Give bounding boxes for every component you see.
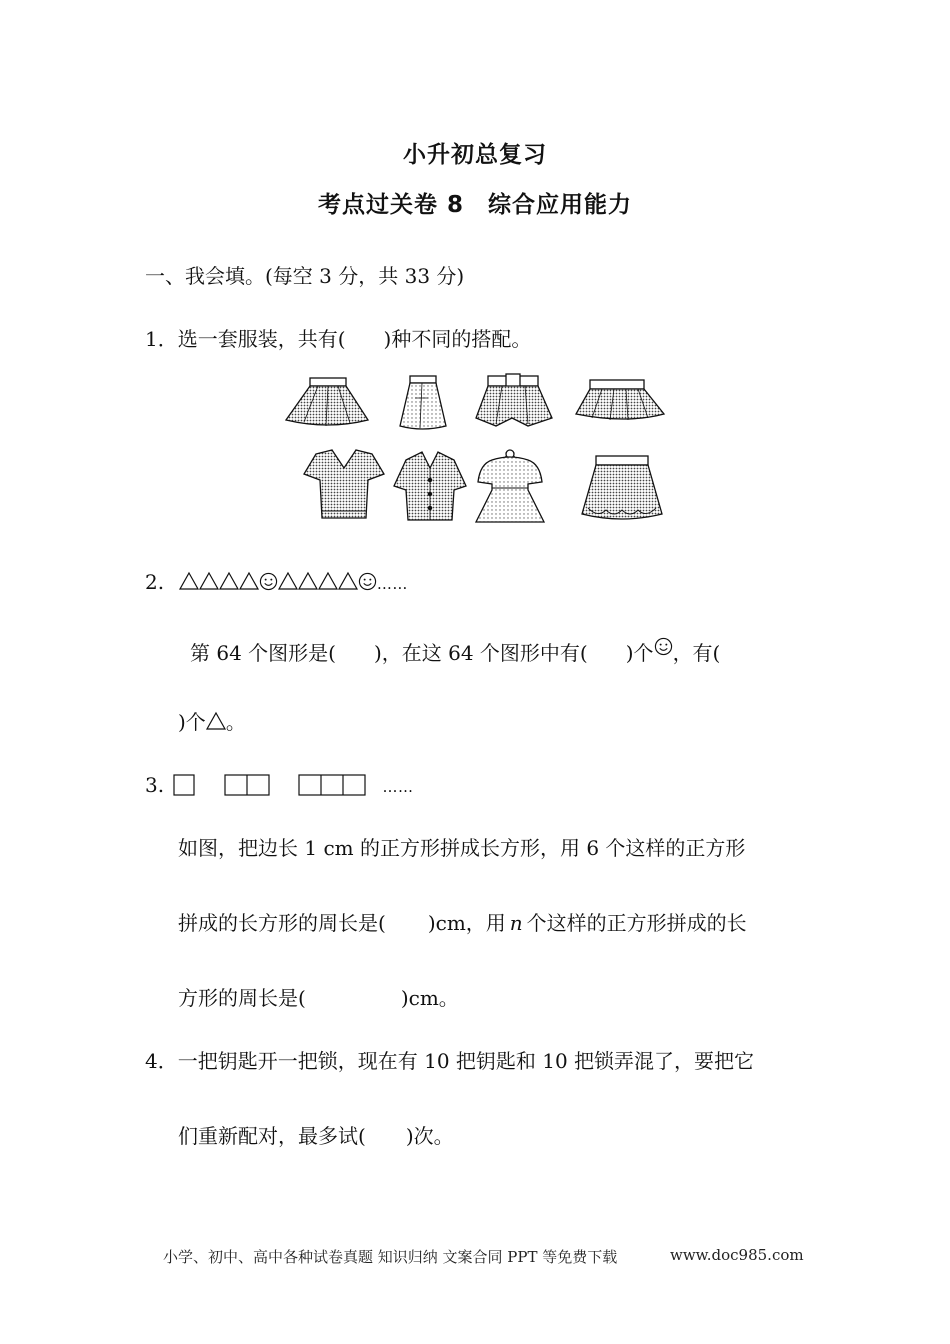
question-3-line-1: 如图，把边长 1 cm 的正方形拼成长方形，用 6 个这样的正方形 <box>178 836 746 860</box>
footer-url[interactable]: www.doc985.com <box>670 1246 804 1264</box>
question-text: )次。 <box>405 1124 454 1148</box>
tshirt-icon <box>304 450 384 518</box>
question-2-line-2 <box>178 710 246 734</box>
question-number: 2. <box>145 570 165 594</box>
question-text: 一把钥匙开一把锁，现在有 10 把钥匙和 10 把锁弄混了，要把它 <box>177 1049 755 1073</box>
question-text: )种不同的搭配。 <box>383 327 532 351</box>
ellipsis: …… <box>376 575 408 593</box>
question-text: )cm，用 <box>427 911 506 935</box>
triangle-icon <box>199 572 219 590</box>
page-title: 小升初总复习 <box>403 142 547 168</box>
question-1 <box>145 327 531 351</box>
question-text: )，在这 64 个图形中有( <box>373 641 588 665</box>
triangle-icon <box>298 572 318 590</box>
question-3-line-3 <box>178 986 459 1010</box>
footer-text: 小学、初中、高中各种试卷真题 知识归纳 文案合同 PPT 等免费下载 <box>163 1248 618 1266</box>
skirt-straight-icon <box>400 376 446 429</box>
ellipsis: …… <box>382 778 414 796</box>
question-text: ，有( <box>672 641 721 665</box>
question-2-line-1 <box>190 637 720 665</box>
square-3 <box>299 775 365 795</box>
question-text: 方形的周长是( <box>178 986 306 1010</box>
triangle-icon <box>239 572 259 590</box>
question-number: 1． <box>145 327 178 351</box>
section-heading: 一、我会填。(每空 3 分，共 33 分) <box>145 264 465 288</box>
question-text: 个这样的正方形拼成的长 <box>526 911 747 935</box>
question-number: 4． <box>145 1049 178 1073</box>
skirt-flared-icon <box>286 378 368 426</box>
variable-n: n <box>509 911 523 935</box>
skirt-belted-icon <box>476 374 552 426</box>
triangle-icon <box>278 572 298 590</box>
triangle-icon <box>338 572 358 590</box>
smiley-icon <box>358 572 377 591</box>
question-4-line-2 <box>178 1124 454 1148</box>
question-3-line-2 <box>178 911 747 935</box>
question-3-figures <box>145 773 413 799</box>
question-number: 3. <box>145 773 165 797</box>
skirt-pleated-plaid-icon <box>576 380 664 420</box>
question-text: 选一套服装，共有( <box>177 327 346 351</box>
question-text: )cm。 <box>400 986 459 1010</box>
smiley-icon <box>259 572 278 591</box>
question-text: 们重新配对，最多试( <box>178 1124 366 1148</box>
shirt-buttoned-icon <box>394 452 466 520</box>
page-subtitle: 考点过关卷 8 综合应用能力 <box>317 192 632 218</box>
triangle-icon <box>318 572 338 590</box>
square-sequence-figure <box>170 774 382 796</box>
triangle-icon <box>179 572 199 590</box>
question-4-line-1 <box>145 1049 754 1073</box>
skirt-scalloped-icon <box>582 456 662 519</box>
question-text: 。 <box>225 710 246 734</box>
dress-bow-icon <box>476 450 544 522</box>
question-text: )个 <box>178 710 206 734</box>
triangle-icon <box>206 712 226 730</box>
question-text: 第 64 个图形是( <box>190 641 336 665</box>
smiley-icon <box>654 637 673 656</box>
question-2-pattern <box>145 570 408 596</box>
question-text: 拼成的长方形的周长是( <box>178 911 386 935</box>
square-1 <box>174 775 194 795</box>
triangle-icon <box>219 572 239 590</box>
question-text: )个 <box>625 641 654 665</box>
clothing-illustration <box>270 368 690 528</box>
